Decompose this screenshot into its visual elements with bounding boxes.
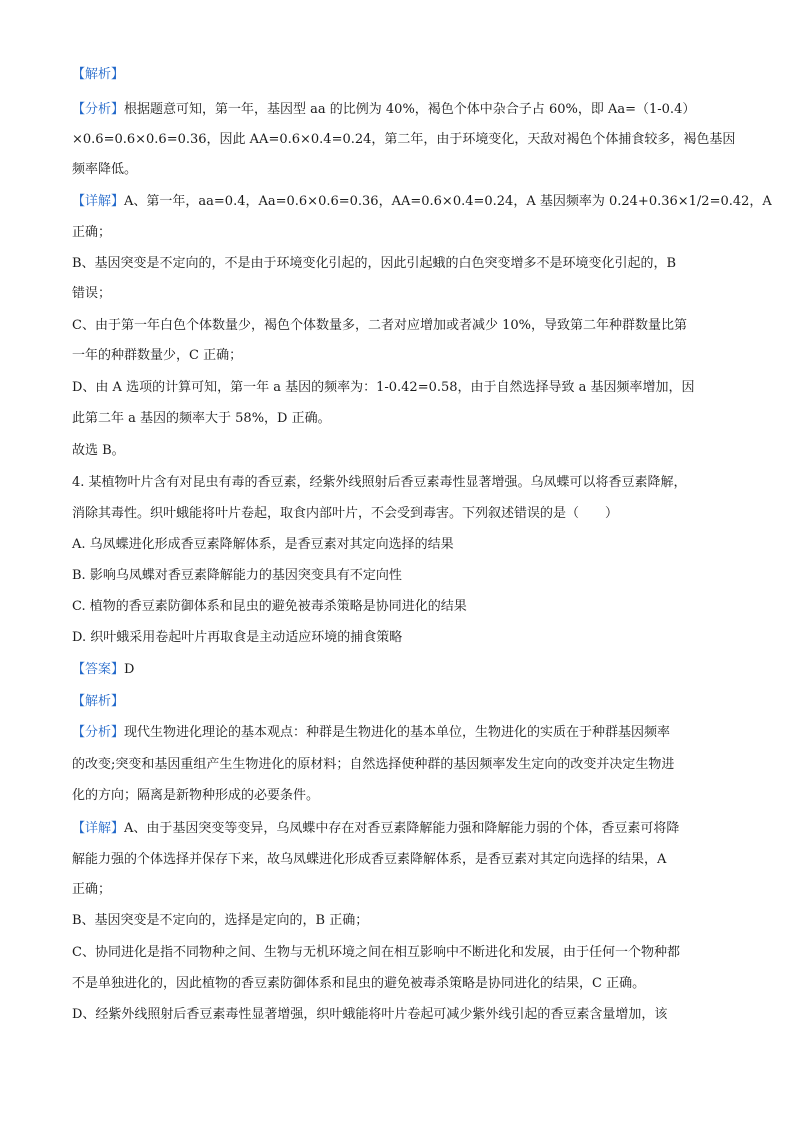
analysis-heading [72, 694, 124, 710]
analysis-heading [72, 67, 124, 83]
option-b: B. 影响乌凤蝶对香豆素降解能力的基因突变具有不定向性 [72, 568, 402, 583]
analysis-paragraph [72, 725, 670, 741]
answer-line [72, 662, 134, 678]
text-line: 解能力强的个体选择并保存下来，故乌凤蝶进化形成香豆素降解体系，是香豆素对其定向选择的结果，A [72, 852, 667, 867]
text-line: 错误； [72, 286, 112, 301]
text-line: 不是单独进化的，因此植物的香豆素防御体系和昆虫的避免被毒杀策略是协同进化的结果，C 正确。 [72, 976, 646, 991]
text-line: A、第一年，aa=0.4，Aa=0.6×0.6=0.36，AA=0.6×0.4=0.24，A 基因频率为 0.24+0.36×1/2=0.42，A [124, 194, 772, 209]
text-line: 正确； [72, 882, 112, 897]
section-tag: 【详解】 [72, 821, 125, 836]
text-line: 一年的种群数量少，C 正确； [72, 348, 243, 363]
text-line: 的改变;突变和基因重组产生生物进化的原材料；自然选择使种群的基因频率发生定向的改变并决定生物进 [72, 757, 675, 772]
option-a: A. 乌凤蝶进化形成香豆素降解体系，是香豆素对其定向选择的结果 [72, 537, 454, 552]
section-tag: 【解析】 [72, 694, 125, 709]
question-stem: 消除其毒性。织叶蛾能将叶片卷起，取食内部叶片，不会受到毒害。下列叙述错误的是（ ） [72, 506, 619, 521]
text-line: B、基因突变是不定向的，不是由于环境变化引起的，因此引起蛾的白色突变增多不是环境变化引起的，B [72, 256, 677, 271]
text-line: 故选 B。 [72, 443, 125, 458]
text-line: D、由 A 选项的计算可知，第一年 a 基因的频率为：1-0.42=0.58，由于自然选择导致 a 基因频率增加，因 [72, 380, 695, 395]
text-line: B、基因突变是不定向的，选择是定向的，B 正确； [72, 913, 369, 928]
text-line: C、协同进化是指不同物种之间、生物与无机环境之间在相互影响中不断进化和发展，由于任何一个物种都 [72, 945, 680, 960]
question-stem: 4. 某植物叶片含有对昆虫有毒的香豆素，经紫外线照射后香豆素毒性显著增强。乌凤蝶可以将香豆素降解， [72, 475, 687, 490]
text-line: A、由于基因突变等变异，乌凤蝶中存在对香豆素降解能力强和降解能力弱的个体，香豆素可将降 [124, 821, 680, 836]
text-line: 现代生物进化理论的基本观点：种群是生物进化的基本单位，生物进化的实质在于种群基因频率 [124, 725, 671, 740]
section-tag: 【分析】 [72, 725, 125, 740]
detail-paragraph [72, 821, 679, 837]
text-line: 频率降低。 [72, 162, 138, 177]
text-line: 正确； [72, 225, 112, 240]
analysis-paragraph [72, 102, 695, 118]
text-line: 此第二年 a 基因的频率大于 58%，D 正确。 [72, 411, 331, 426]
text-line: 根据题意可知，第一年，基因型 aa 的比例为 40%，褐色个体中杂合子占 60%，即 Aa=（1-0.4） [124, 102, 696, 117]
section-tag: 【答案】 [72, 662, 125, 677]
option-d: D. 织叶蛾采用卷起叶片再取食是主动适应环境的捕食策略 [72, 630, 403, 645]
text-line: ×0.6=0.6×0.6=0.36，因此 AA=0.6×0.4=0.24，第二年，由于环境变化，天敌对褐色个体捕食较多，褐色基因 [72, 132, 736, 147]
section-tag: 【解析】 [72, 67, 125, 82]
answer-value: D [124, 662, 135, 677]
detail-paragraph [72, 194, 772, 210]
section-tag: 【详解】 [72, 194, 125, 209]
option-c: C. 植物的香豆素防御体系和昆虫的避免被毒杀策略是协同进化的结果 [72, 599, 467, 614]
section-tag: 【分析】 [72, 102, 125, 117]
text-line: D、经紫外线照射后香豆素毒性显著增强，织叶蛾能将叶片卷起可减少紫外线引起的香豆素含量增加，该 [72, 1007, 668, 1022]
text-line: 化的方向；隔离是新物种形成的必要条件。 [72, 788, 320, 803]
text-line: C、由于第一年白色个体数量少，褐色个体数量多，二者对应增加或者减少 10%，导致第二年种群数量比第 [72, 318, 687, 333]
